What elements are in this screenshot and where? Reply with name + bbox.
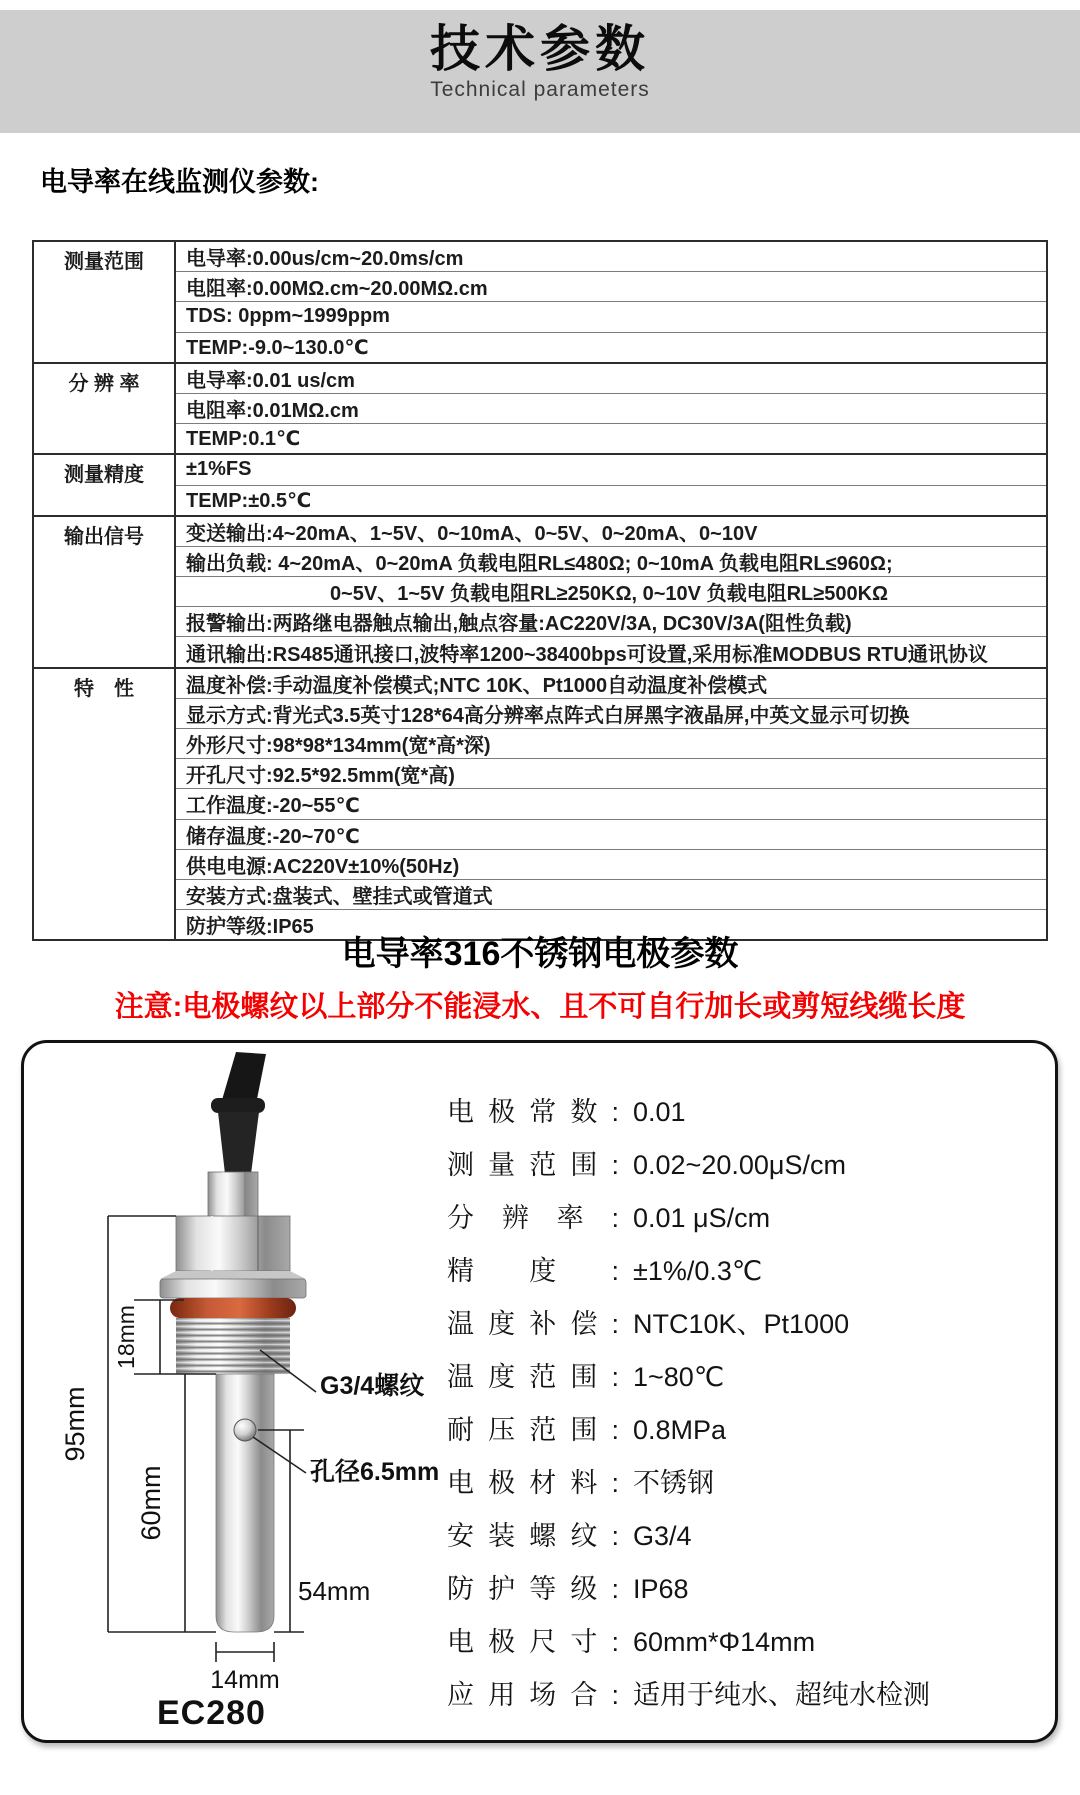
dim-total-label: 95mm (60, 1386, 90, 1462)
spec-value: NTC10K、Pt1000 (633, 1309, 850, 1339)
spec-row (447, 1510, 930, 1563)
spec-label: 电极材料: (447, 1468, 619, 1498)
table-row: 外形尺寸:98*98*134mm(宽*高*深) (175, 729, 1047, 759)
probe-body (216, 1374, 274, 1632)
table-row: TEMP:±0.5℃ (175, 485, 1047, 516)
spec-label: 温度范围: (447, 1362, 619, 1392)
spec-value: 0.01 μS/cm (633, 1203, 771, 1233)
spec-row (447, 1457, 930, 1510)
table-row: 电阻率:0.00MΩ.cm~20.00MΩ.cm (175, 272, 1047, 302)
electrode-spec-list (447, 1086, 930, 1722)
electrode-cable (222, 1052, 266, 1104)
category-accuracy: 测量精度 (33, 454, 175, 515)
spec-row (447, 1563, 930, 1616)
electrode-section-title: 电导率316不锈钢电极参数 (341, 935, 739, 973)
table-row: 报警输出:两路继电器触点输出,触点容量:AC220V/3A, DC30V/3A(阻性负载) (175, 607, 1047, 637)
o-ring (170, 1298, 296, 1318)
flange-bevel (160, 1271, 306, 1279)
spec-row (447, 1404, 930, 1457)
spec-value: 60mm*Φ14mm (633, 1627, 816, 1657)
table-row: TDS: 0ppm~1999ppm (175, 302, 1047, 332)
table-row: ±1%FS (175, 454, 1047, 485)
spec-label: 电极常数: (447, 1097, 619, 1127)
table-row: 开孔尺寸:92.5*92.5mm(宽*高) (175, 759, 1047, 789)
table-row: 电阻率:0.01MΩ.cm (175, 393, 1047, 423)
table-row: TEMP:0.1℃ (175, 424, 1047, 455)
flange-disc (160, 1279, 306, 1298)
spec-label: 防护等级: (447, 1574, 619, 1604)
spec-row (447, 1669, 930, 1722)
spec-label: 应用场合: (447, 1680, 619, 1710)
electrode-illustration (160, 1052, 306, 1632)
spec-label: 分辨率: (447, 1203, 619, 1233)
table-row: 电导率:0.01 us/cm (175, 363, 1047, 394)
spec-row (447, 1245, 930, 1298)
category-output-signal: 输出信号 (33, 516, 175, 668)
table-row: 防护等级:IP65 (175, 910, 1047, 941)
spec-value: 不锈钢 (633, 1468, 714, 1498)
spec-label: 耐压范围: (447, 1415, 619, 1445)
spec-label: 精度: (447, 1256, 619, 1286)
table-row: 安装方式:盘装式、壁挂式或管道式 (175, 879, 1047, 909)
spec-value: ±1%/0.3℃ (633, 1256, 763, 1286)
table-row: 0~5V、1~5V 负载电阻RL≥250KΩ, 0~10V 负载电阻RL≥500KΩ (175, 577, 1047, 607)
spec-value: 适用于纯水、超纯水检测 (633, 1680, 930, 1710)
cable-boot-ring (211, 1098, 265, 1113)
spec-row (447, 1298, 930, 1351)
small-hex-nut (208, 1172, 258, 1217)
table-row: 温度补偿:手动温度补偿模式;NTC 10K、Pt1000自动温度补偿模式 (175, 668, 1047, 699)
spec-label: 测量范围: (447, 1150, 619, 1180)
spec-row (447, 1351, 930, 1404)
dim-diameter-label: 14mm (210, 1666, 280, 1694)
table-row: TEMP:-9.0~130.0℃ (175, 332, 1047, 363)
table-row: 显示方式:背光式3.5英寸128*64高分辨率点阵式白屏黑字液晶屏,中英文显示可切换 (175, 698, 1047, 728)
table-row: 供电电源:AC220V±10%(50Hz) (175, 849, 1047, 879)
big-hex-nut (176, 1216, 290, 1271)
spec-row (447, 1616, 930, 1669)
parameters-table-wrap (32, 240, 1048, 941)
parameters-table (32, 240, 1048, 941)
table-row: 储存温度:-20~70℃ (175, 819, 1047, 849)
spec-value: 1~80℃ (633, 1362, 725, 1392)
dim-thread-label: 18mm (113, 1305, 139, 1369)
monitor-params-heading: 电导率在线监测仪参数: (40, 167, 319, 197)
thread-callout-label: G3/4螺纹 (320, 1372, 425, 1400)
table-row: 变送输出:4~20mA、1~5V、0~10mA、0~5V、0~20mA、0~10V (175, 516, 1047, 547)
table-row: 工作温度:-20~55℃ (175, 789, 1047, 819)
electrode-diagram (20, 1040, 450, 1740)
cable-boot (218, 1112, 259, 1174)
table-row: 通讯输出:RS485通讯接口,波特率1200~38400bps可设置,采用标准MODBUS RTU通讯协议 (175, 637, 1047, 668)
category-measure-range: 测量范围 (33, 241, 175, 363)
dim-hole-tip-label: 54mm (298, 1576, 371, 1606)
spec-value: 0.01 (633, 1097, 686, 1127)
spec-value: 0.02~20.00μS/cm (633, 1150, 846, 1180)
spec-row (447, 1192, 930, 1245)
category-features: 特 性 (33, 668, 175, 941)
spec-value: IP68 (633, 1574, 689, 1604)
table-row: 电导率:0.00us/cm~20.0ms/cm (175, 241, 1047, 272)
page-title: 技术参数 (430, 21, 650, 77)
spec-value: G3/4 (633, 1521, 692, 1551)
spec-value: 0.8MPa (633, 1415, 727, 1445)
spec-label: 安装螺纹: (447, 1521, 619, 1551)
hole-callout-label: 孔径6.5mm (310, 1458, 440, 1486)
table-row: 输出负载: 4~20mA、0~20mA 负载电阻RL≤480Ω; 0~10mA 负载电阻RL≤960Ω; (175, 546, 1047, 576)
dim-probe-label: 60mm (136, 1465, 166, 1541)
spec-label: 温度补偿: (447, 1309, 619, 1339)
electrode-model-label: EC280 (157, 1694, 266, 1732)
header-band (0, 10, 1080, 133)
spec-label: 电极尺寸: (447, 1627, 619, 1657)
spec-row (447, 1139, 930, 1192)
category-resolution: 分 辨 率 (33, 363, 175, 455)
warning-note: 注意:电极螺纹以上部分不能浸水、且不可自行加长或剪短线缆长度 (114, 991, 966, 1023)
page-subtitle: Technical parameters (430, 78, 650, 101)
spec-row (447, 1086, 930, 1139)
